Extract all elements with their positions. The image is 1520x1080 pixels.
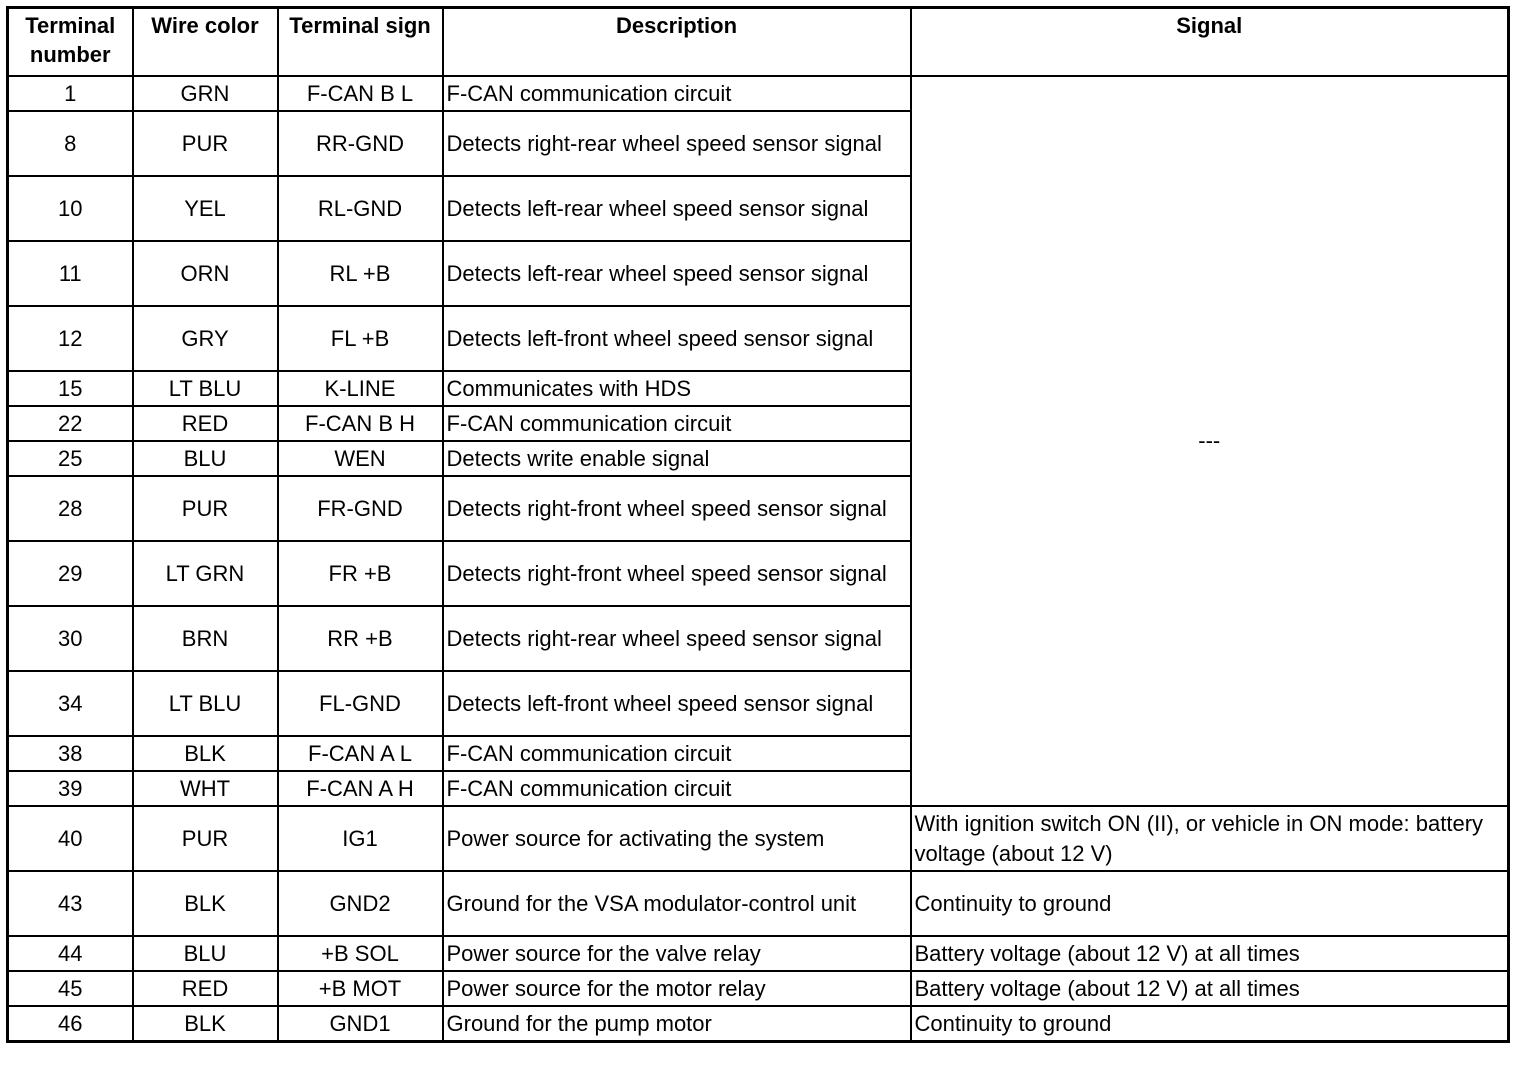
terminal-sign: +B MOT	[278, 971, 443, 1006]
terminal-sign: FR-GND	[278, 476, 443, 541]
terminal-number: 12	[8, 306, 133, 371]
header-wire-color: Wire color	[133, 8, 278, 77]
signal: Continuity to ground	[911, 1006, 1509, 1042]
wire-color: RED	[133, 971, 278, 1006]
header-row	[8, 8, 1509, 77]
signal: Battery voltage (about 12 V) at all times	[911, 971, 1509, 1006]
terminal-number: 8	[8, 111, 133, 176]
header-terminal-sign: Terminal sign	[278, 8, 443, 77]
signal-merged: ---	[911, 76, 1509, 806]
terminal-sign: FL +B	[278, 306, 443, 371]
description: F-CAN communication circuit	[443, 76, 911, 111]
terminal-number: 29	[8, 541, 133, 606]
terminal-number: 38	[8, 736, 133, 771]
header-description: Description	[443, 8, 911, 77]
wire-color: LT BLU	[133, 371, 278, 406]
terminal-number: 43	[8, 871, 133, 936]
wire-color: GRY	[133, 306, 278, 371]
terminal-sign: K-LINE	[278, 371, 443, 406]
signal: Continuity to ground	[911, 871, 1509, 936]
description: Detects right-rear wheel speed sensor signal	[443, 606, 911, 671]
wire-color: LT BLU	[133, 671, 278, 736]
header-terminal-number: Terminal number	[8, 8, 133, 77]
wire-color: GRN	[133, 76, 278, 111]
terminal-number: 1	[8, 76, 133, 111]
description: Detects left-rear wheel speed sensor signal	[443, 241, 911, 306]
wire-color: LT GRN	[133, 541, 278, 606]
terminal-sign: IG1	[278, 806, 443, 871]
terminal-number: 15	[8, 371, 133, 406]
terminal-number: 28	[8, 476, 133, 541]
wire-color: BLU	[133, 936, 278, 971]
description: Power source for the valve relay	[443, 936, 911, 971]
terminal-number: 11	[8, 241, 133, 306]
table-row	[8, 936, 1509, 971]
description: Detects left-front wheel speed sensor signal	[443, 306, 911, 371]
header-signal: Signal	[911, 8, 1509, 77]
wire-color: WHT	[133, 771, 278, 806]
wire-color: BLU	[133, 441, 278, 476]
terminal-sign: RR +B	[278, 606, 443, 671]
terminal-number: 46	[8, 1006, 133, 1042]
terminal-number: 34	[8, 671, 133, 736]
terminal-sign: RL +B	[278, 241, 443, 306]
description: Detects right-front wheel speed sensor signal	[443, 541, 911, 606]
signal: With ignition switch ON (II), or vehicle in ON mode: battery voltage (about 12 V)	[911, 806, 1509, 871]
description: Communicates with HDS	[443, 371, 911, 406]
wire-color: PUR	[133, 806, 278, 871]
terminal-sign: FR +B	[278, 541, 443, 606]
terminal-number: 22	[8, 406, 133, 441]
description: F-CAN communication circuit	[443, 406, 911, 441]
terminal-number: 30	[8, 606, 133, 671]
terminal-sign: F-CAN A H	[278, 771, 443, 806]
terminal-number: 10	[8, 176, 133, 241]
description: Detects left-front wheel speed sensor signal	[443, 671, 911, 736]
terminal-number: 25	[8, 441, 133, 476]
terminal-sign: GND1	[278, 1006, 443, 1042]
description: Detects left-rear wheel speed sensor signal	[443, 176, 911, 241]
terminal-sign: FL-GND	[278, 671, 443, 736]
description: Ground for the pump motor	[443, 1006, 911, 1042]
description: Ground for the VSA modulator-control unit	[443, 871, 911, 936]
terminal-number: 44	[8, 936, 133, 971]
terminal-sign: RR-GND	[278, 111, 443, 176]
terminal-number: 39	[8, 771, 133, 806]
wire-color: BLK	[133, 1006, 278, 1042]
wire-color: BLK	[133, 871, 278, 936]
table-row	[8, 1006, 1509, 1042]
wire-color: PUR	[133, 111, 278, 176]
description: Detects right-rear wheel speed sensor signal	[443, 111, 911, 176]
wire-color: YEL	[133, 176, 278, 241]
table-row	[8, 806, 1509, 871]
wire-color: PUR	[133, 476, 278, 541]
terminal-number: 45	[8, 971, 133, 1006]
terminal-sign: GND2	[278, 871, 443, 936]
description: Detects write enable signal	[443, 441, 911, 476]
description: Power source for the motor relay	[443, 971, 911, 1006]
signal: Battery voltage (about 12 V) at all times	[911, 936, 1509, 971]
terminal-sign: F-CAN A L	[278, 736, 443, 771]
table-row	[8, 76, 1509, 111]
terminal-sign: WEN	[278, 441, 443, 476]
terminal-table	[6, 6, 1510, 1043]
description: Power source for activating the system	[443, 806, 911, 871]
description: Detects right-front wheel speed sensor signal	[443, 476, 911, 541]
table-row	[8, 871, 1509, 936]
terminal-sign: +B SOL	[278, 936, 443, 971]
wire-color: BLK	[133, 736, 278, 771]
wire-color: ORN	[133, 241, 278, 306]
description: F-CAN communication circuit	[443, 771, 911, 806]
table-row	[8, 971, 1509, 1006]
terminal-sign: F-CAN B H	[278, 406, 443, 441]
terminal-sign: RL-GND	[278, 176, 443, 241]
description: F-CAN communication circuit	[443, 736, 911, 771]
wire-color: RED	[133, 406, 278, 441]
terminal-number: 40	[8, 806, 133, 871]
terminal-sign: F-CAN B L	[278, 76, 443, 111]
wire-color: BRN	[133, 606, 278, 671]
